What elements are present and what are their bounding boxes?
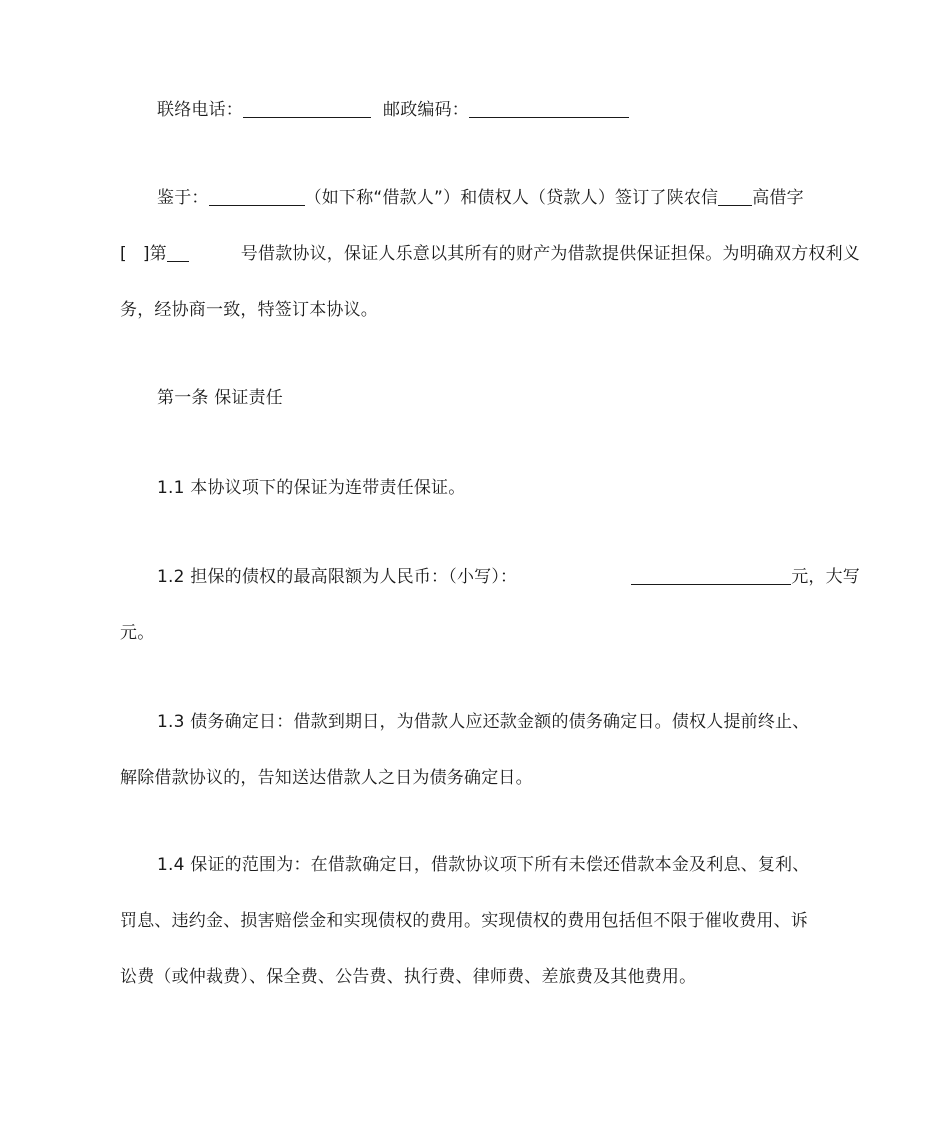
preamble-line-1: 鉴于： （如下称“借款人”）和债权人（贷款人）签订了陕农信 高借字: [157, 188, 804, 208]
clause-1-4-line-3: 讼费（或仲裁费）、保全费、公告费、执行费、律师费、差旅费及其他费用。: [120, 967, 697, 987]
preamble-line-3: 务，经协商一致，特签订本协议。: [120, 300, 378, 320]
phone-label: 联络电话：: [157, 100, 243, 120]
loan-number-blank: [718, 187, 752, 206]
clause-1-2-line-2: 元。: [120, 623, 155, 643]
clause-1-4-line-1: 1.4 保证的范围为：在借款确定日，借款协议项下所有未偿还借款本金及利息、复利、: [157, 855, 810, 875]
clause-1-3-line-1: 1.3 债务确定日：借款到期日，为借款人应还款金额的债务确定日。债权人提前终止、: [157, 712, 810, 732]
preamble-line-2: [ ]第 号借款协议，保证人乐意以其所有的财产为借款提供保证担保。为明确双方权利义: [120, 244, 860, 264]
clause-1-2-line-1: 1.2 担保的债权的最高限额为人民币：（小写）： 元，大写: [157, 567, 860, 587]
contact-line: [157, 98, 860, 122]
clause-1-4-line-2: 罚息、违约金、损害赔偿金和实现债权的费用。实现债权的费用包括但不限于催收费用、诉: [120, 911, 808, 931]
clause-1-3-line-2: 解除借款协议的，告知送达借款人之日为债务确定日。: [120, 768, 533, 788]
postcode-blank: [469, 99, 629, 118]
clause-1-1: 1.1 本协议项下的保证为连带责任保证。: [157, 478, 466, 498]
amount-blank: [631, 566, 791, 585]
borrower-blank: [209, 187, 305, 206]
phone-blank: [243, 99, 371, 118]
postcode-label: 邮政编码：: [383, 100, 469, 120]
agreement-no-blank: [167, 243, 189, 262]
article-1-title: 第一条 保证责任: [157, 388, 284, 408]
